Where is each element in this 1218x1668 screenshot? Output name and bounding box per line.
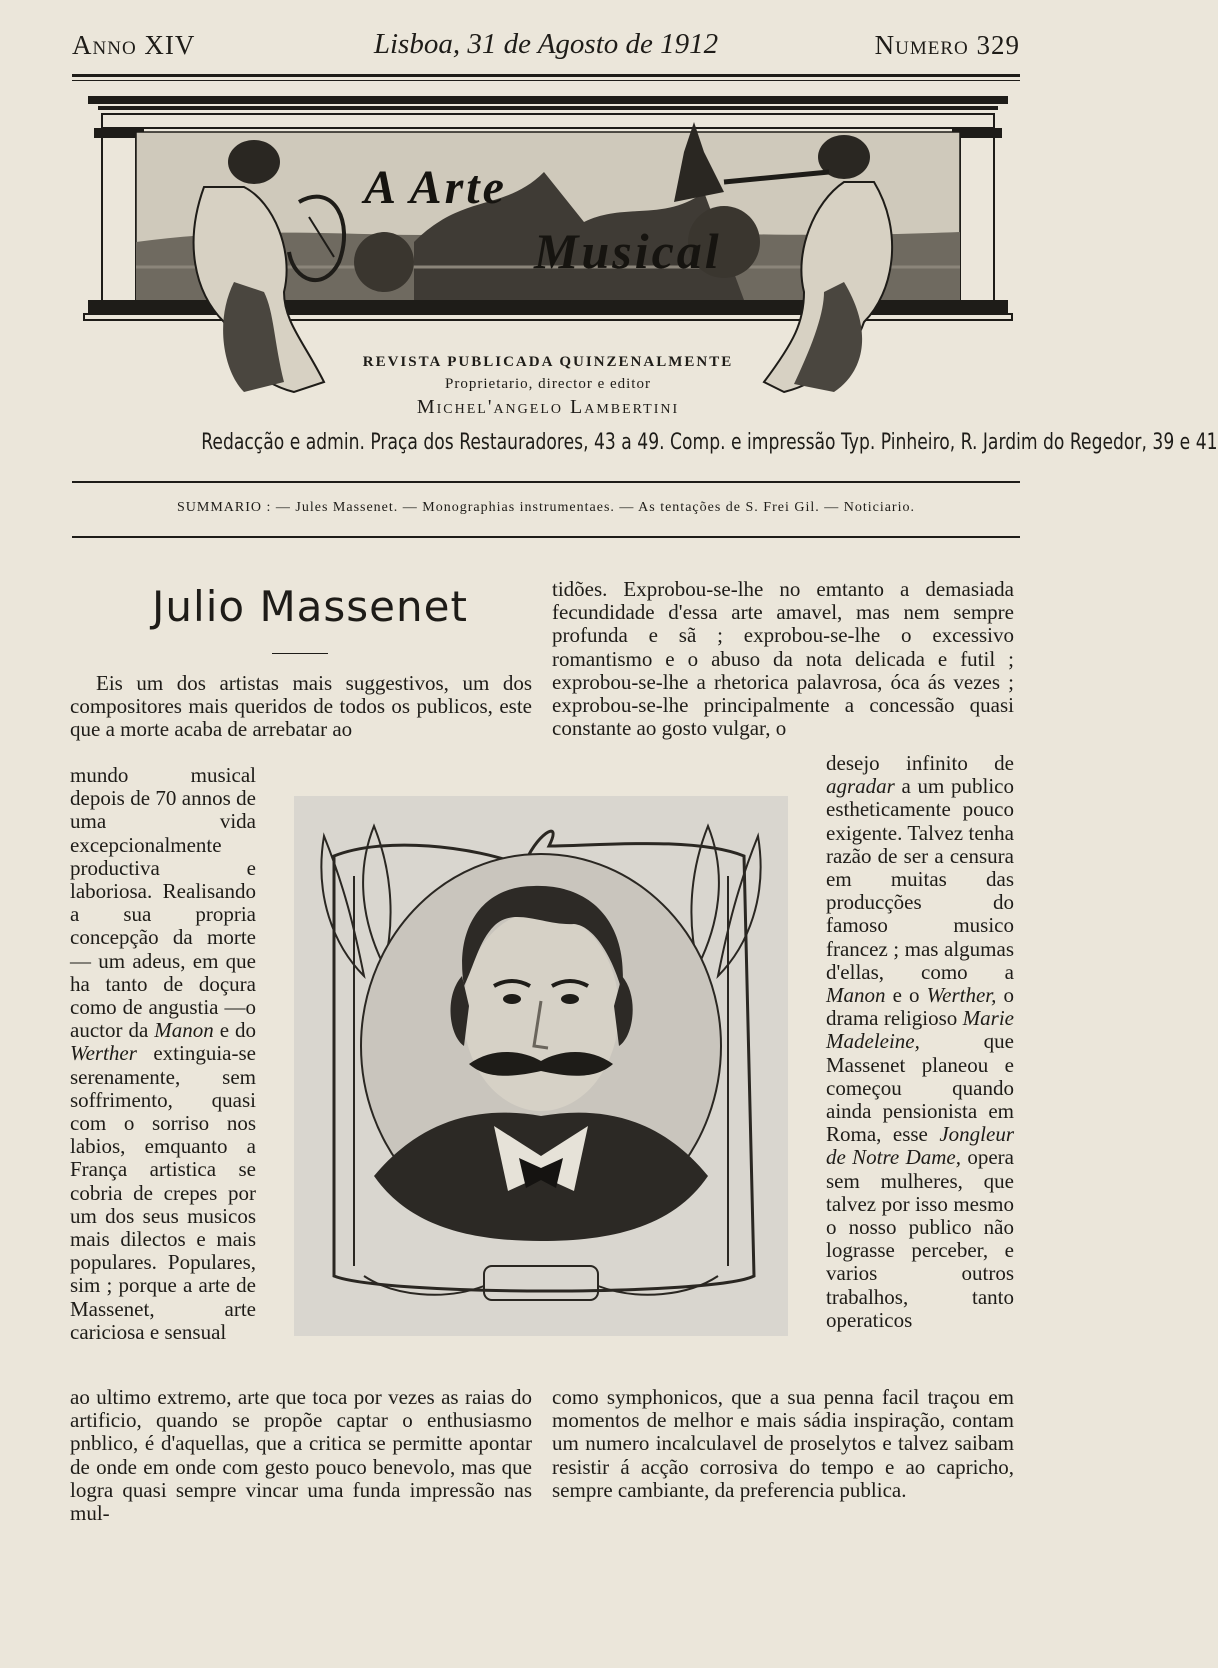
issue-number: Numero 329 — [874, 30, 1020, 60]
summary-line: SUMMARIO : — Jules Massenet. — Monographias instrumentaes. — As tentações de S. Frei Gil. — Noticiario. — [177, 500, 915, 515]
col2-narrow-text — [826, 752, 1014, 1332]
volume-number: Anno XIV — [72, 30, 196, 60]
col2-bottom: como symphonicos, que a sua penna facil traçou em momentos de melhor e mais sádia inspiração, contam um numero incalculavel de proselytos e talvez saibam resistir á acção corrosiva do tempo e ao capricho, sempre cambiante, da preferencia publica. — [552, 1385, 1014, 1502]
col2-top: tidões. Exprobou-se-lhe no emtanto a demasiada fecundidade d'essa arte amavel, mas nem sempre profunda e sã ; exprobou-se-lhe o excessivo romantismo e o abuso da nota delicada e futil ; exprobou-se-lhe a rhetorica palavrosa, óca ás vezes ; exprobou-se-lhe principalmente a concessão quasi constante ao gosto vulgar, o — [552, 577, 1014, 741]
text-run: extinguia-se serenamente, sem soffrimento, quasi com o sorriso nos labios, emquanto a França artistica se cobria de crepes por um dos seus musicos mais dilectos e mais populares. Populares, sim ; porque a arte de Massenet, arte cariciosa e sensual — [70, 1041, 256, 1344]
admin-address-line: Redacção e admin. Praça dos Restauradores, 43 a 49. Comp. e impressão Typ. Pinheiro, R. Jardim do Regedor, 39 e 41 — [201, 430, 1218, 455]
article-title: Julio Massenet — [152, 582, 468, 631]
col1-bottom: ao ultimo extremo, arte que toca por vezes as raias do artificio, quando se propõe captar o enthusiasmo pnblico, é d'aquellas, que a critica se permitte apontar de onde em onde com gesto pouco benevolo, mas que logra quasi sempre vincar uma funda impressão nas mul- — [70, 1385, 532, 1526]
summary-rule-bottom — [72, 536, 1020, 538]
portrait-engraving — [294, 796, 788, 1336]
italic-title: Marie Madeleine, — [826, 1006, 1014, 1054]
dateline: Lisboa, 31 de Agosto de 1912 — [373, 28, 719, 60]
col1-narrow-text — [70, 764, 256, 1344]
italic-title: Manon — [826, 983, 886, 1008]
portrait-illustration — [294, 796, 788, 1336]
italic-title: Jongleur de Notre Dame, — [826, 1122, 1014, 1170]
title-rule — [272, 653, 328, 654]
masthead-editor: Michel'angelo Lambertini — [416, 396, 680, 418]
header-rule-thin — [72, 80, 1020, 81]
text-run: e do — [213, 1018, 256, 1043]
header-rule — [72, 74, 1020, 77]
col1-intro: Eis um dos artistas mais suggestivos, um dos compositores mais queridos de todos os publicos, este que a morte acaba de arrebatar ao — [70, 671, 532, 742]
text-run: a um publico estheticamente pouco exigente. Talvez tenha razão de ser a censura em muitas das producções do famoso musico francez ; mas algumas d'ellas, como a — [826, 774, 1014, 984]
masthead — [84, 92, 1012, 422]
summary-rule-top — [72, 481, 1020, 483]
text-run: opera sem mulheres, que talvez por isso mesmo o nosso publico não lograsse perceber, e varios outros trabalhos, tanto operaticos — [826, 1145, 1014, 1332]
masthead-tagline: REVISTA PUBLICADA QUINZENALMENTE — [362, 354, 734, 370]
text-run: e o — [885, 983, 927, 1008]
masthead-proprietor: Proprietario, director e editor — [445, 376, 651, 392]
text-run: desejo infinito de — [826, 751, 1014, 775]
italic-title: Werther — [70, 1041, 137, 1066]
text-run: que Massenet planeou e começou quando ainda pensionista em Roma, esse — [826, 1029, 1014, 1147]
text-run: o drama religioso — [826, 983, 1014, 1031]
masthead-title: A Arte — [364, 161, 507, 214]
italic-word: agradar — [826, 774, 895, 799]
masthead-subtitle: Musical — [534, 223, 722, 279]
running-head — [72, 26, 1020, 66]
italic-title: Manon — [154, 1018, 214, 1043]
italic-title: Werther, — [926, 983, 997, 1008]
text-run: mundo musical depois de 70 annos de uma vida excepcionalmente productiva e laboriosa. Realisando a sua propria concepção da morte — um adeus, em que ha tanto de doçura como de angustia —o auctor da — [70, 763, 256, 1043]
